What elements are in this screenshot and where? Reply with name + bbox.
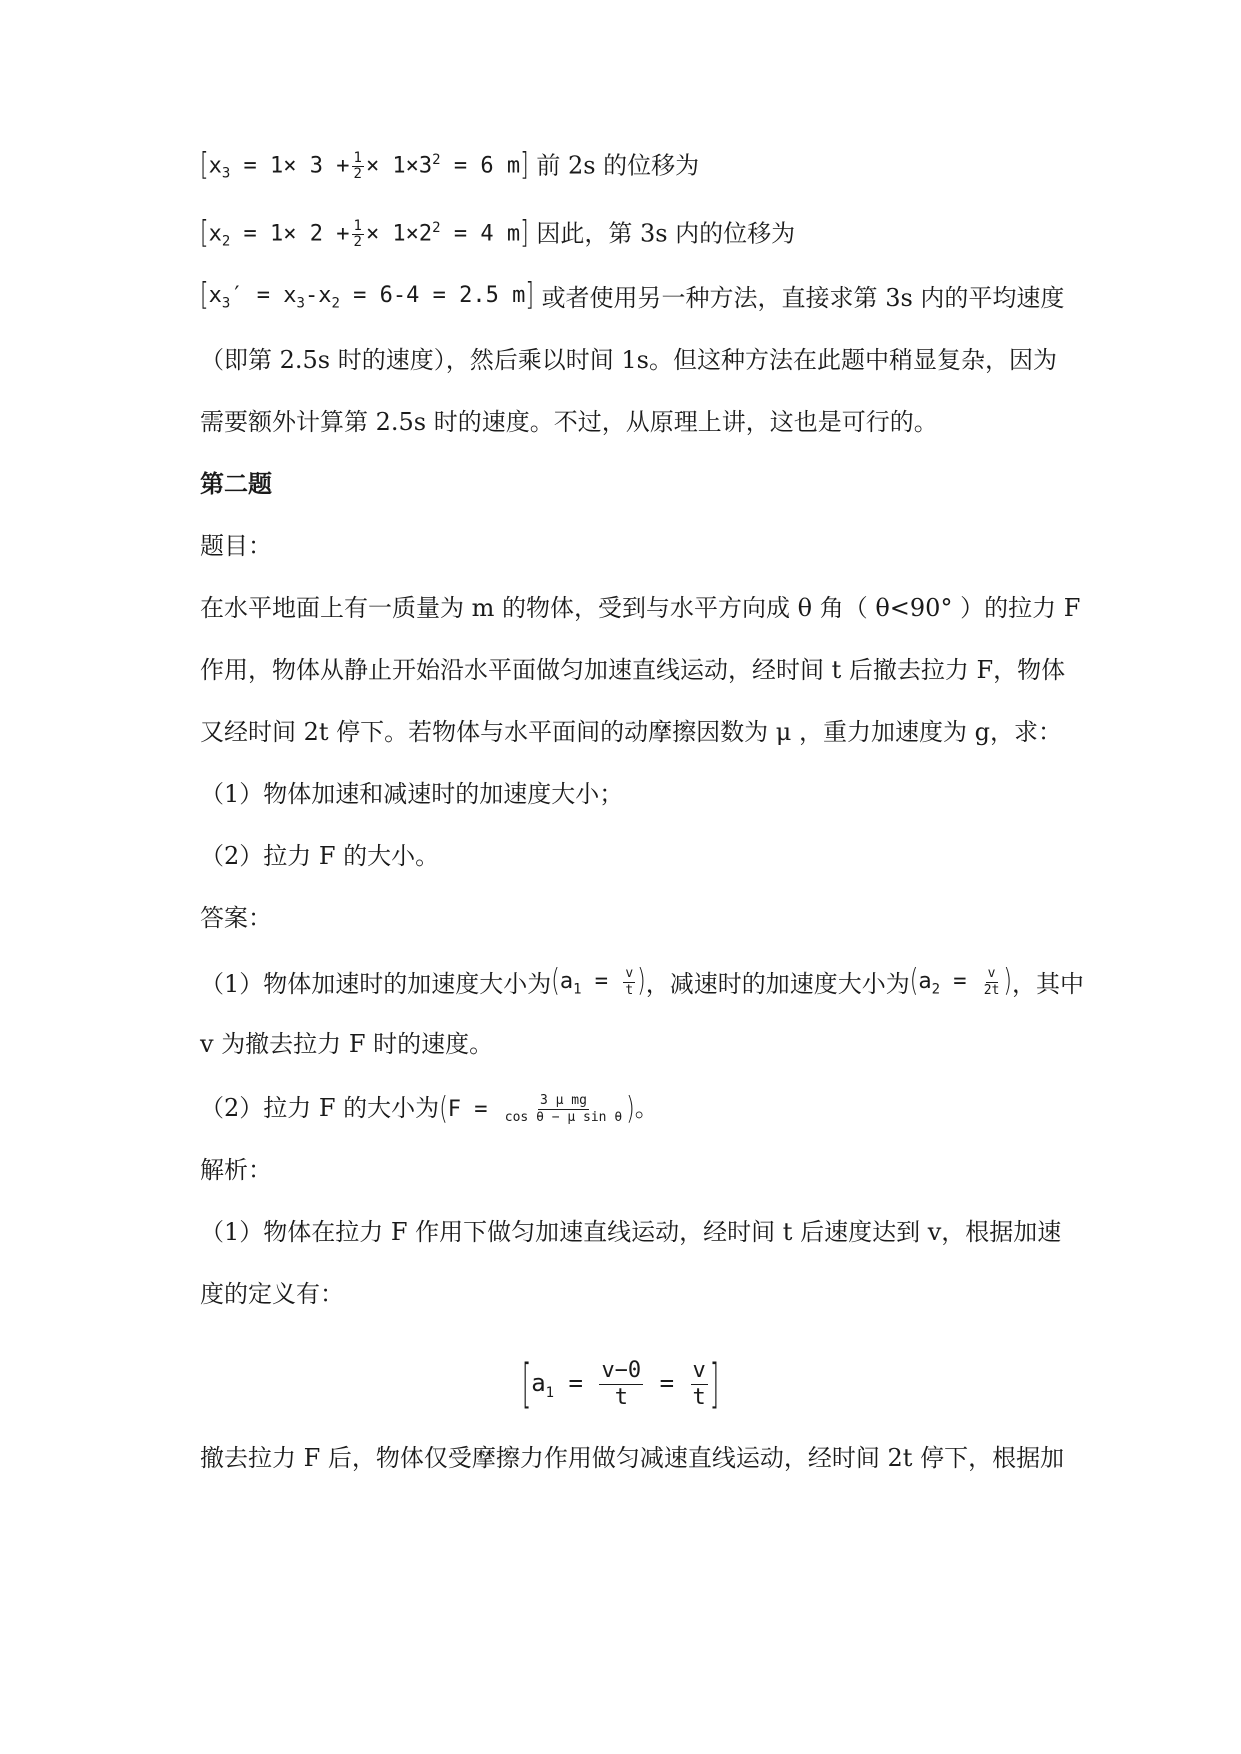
- formula-a1: ($a_1$ = $\frac{v}{t}$ ): [551, 963, 646, 999]
- paragraph-line: 需要额外计算第 2.5s 时的速度。不过，从原理上讲，这也是可行的。: [200, 408, 938, 436]
- problem-label: 题目：: [200, 532, 272, 560]
- formula-x3: [$x_3 = 1\times 3$ + $\frac{1}{2}$ × $1\times 3^2 = 6$ m]: [200, 148, 529, 184]
- line-text: 因此，第 3s 内的位移为: [536, 219, 796, 248]
- answer-1-line-2: v 为撤去拉力 F 时的速度。: [200, 1030, 494, 1058]
- question-2: （2）拉力 F 的大小。: [200, 842, 440, 870]
- formula-line-x3-prime: [200, 276, 1064, 316]
- centered-formula-a1: [$a_1$ = $\frac{v-0}{t}$ = $\frac{v}{t}$ ]: [521, 1353, 720, 1415]
- analysis-label: 解析：: [200, 1156, 272, 1184]
- formula-line-x2: [200, 208, 796, 252]
- problem-line: 又经时间 2t 停下。若物体与水平面间的动摩擦因数为 μ ，重力加速度为 g，求：: [200, 718, 1063, 746]
- formula-line-x3: [200, 140, 700, 184]
- analysis-line: 撤去拉力 F 后，物体仅受摩擦力作用做匀减速直线运动，经时间 2t 停下，根据加: [200, 1444, 1065, 1472]
- analysis-line: （1）物体在拉力 F 作用下做匀加速直线运动，经时间 t 后速度达到 v，根据加速: [200, 1218, 1062, 1246]
- analysis-line: 度的定义有：: [200, 1280, 344, 1308]
- problem-line: 作用，物体从静止开始沿水平面做匀加速直线运动，经时间 t 后撤去拉力 F，物体: [200, 656, 1066, 684]
- answer-2-line: （2）拉力 F 的大小为(F = $\frac{\text{3 μ mg}}{\text{cos θ − μ sin θ}}$ )。: [200, 1088, 659, 1128]
- problem-line: 在水平地面上有一质量为 m 的物体，受到与水平方向成 θ 角（ θ<90° ）的拉力 F: [200, 594, 1081, 622]
- section-heading: 第二题: [200, 470, 272, 498]
- formula-x2: [$x_2 = 1\times 2$ + $\frac{1}{2}$ × $1\times 2^2 = 4$ m]: [200, 216, 529, 252]
- formula-x3-prime: [$x_3' = x_3-x_2 = 6-4 = 2.5$ m]: [200, 277, 534, 313]
- answer-label: 答案：: [200, 904, 272, 932]
- formula-force: (F = $\frac{\text{3 μ mg}}{\text{cos θ − μ sin θ}}$ ): [439, 1091, 635, 1127]
- line-text: 或者使用另一种方法，直接求第 3s 内的平均速度: [541, 284, 1065, 313]
- line-text: 前 2s 的位移为: [536, 151, 700, 180]
- question-1: （1）物体加速和减速时的加速度大小；: [200, 780, 624, 808]
- paragraph-line: （即第 2.5s 时的速度），然后乘以时间 1s。但这种方法在此题中稍显复杂，因为: [200, 346, 1057, 374]
- formula-a2: ($a_2$ = $\frac{v}{2t}$ ): [909, 963, 1013, 999]
- answer-1-line: （1）物体加速时的加速度大小为($a_1$ = $\frac{v}{t}$ )，减速时的加速度大小为($a_2$ = $\frac{v}{2t}$ )，其中: [200, 962, 1084, 1002]
